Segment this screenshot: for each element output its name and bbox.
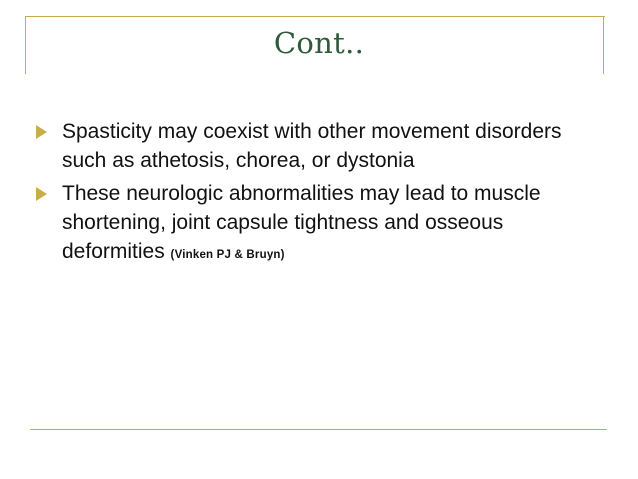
bottom-rule	[30, 429, 607, 430]
slide-title	[0, 26, 638, 60]
citation: (Vinken PJ & Bruyn)	[170, 249, 285, 261]
bullet-list	[36, 117, 596, 274]
slide-title-text: Cont..	[273, 26, 365, 60]
top-rule	[25, 16, 605, 17]
bullet-item-2	[36, 179, 596, 270]
bullet-triangle-icon	[36, 187, 47, 201]
bullet-text-1: Spasticity may coexist with other movement disorders such as athetosis, chorea, or dystonia	[62, 120, 562, 172]
bullet-item-1	[36, 117, 596, 175]
bullet-triangle-icon	[36, 125, 47, 139]
bullet-text-2: These neurologic abnormalities may lead to muscle shortening, joint capsule tightness and osseous deformities	[62, 182, 541, 263]
